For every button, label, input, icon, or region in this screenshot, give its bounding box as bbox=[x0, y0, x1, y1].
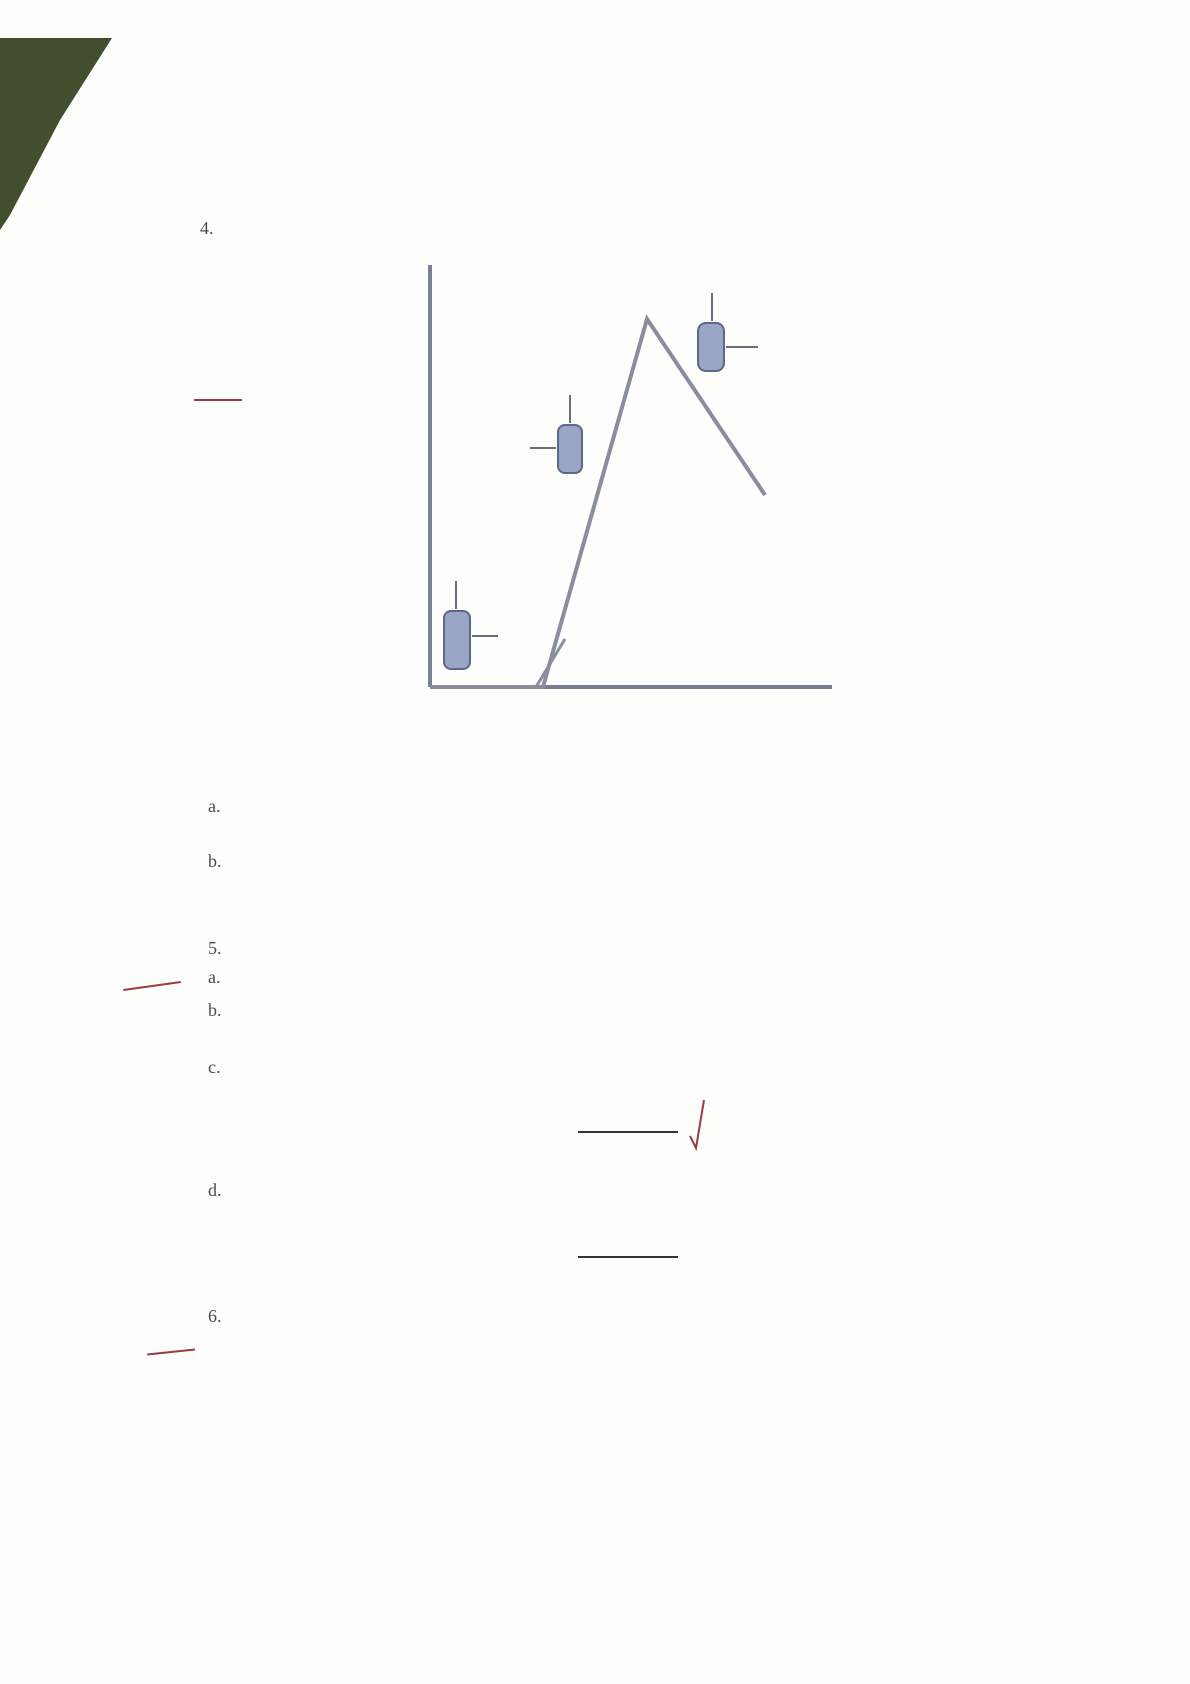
q5-part-b-letter: b. bbox=[208, 1000, 222, 1020]
marker-low bbox=[444, 611, 470, 669]
check-mark bbox=[684, 1096, 708, 1156]
question-4-number: 4. bbox=[200, 218, 214, 238]
equation-d bbox=[522, 1228, 692, 1290]
q5-part-c-letter: c. bbox=[208, 1057, 221, 1077]
q5-part-d-letter: d. bbox=[208, 1180, 222, 1200]
scan-corner-shadow bbox=[0, 0, 130, 240]
q5-part-a-letter: a. bbox=[208, 967, 221, 987]
marker-peak bbox=[698, 323, 724, 371]
profile-curve bbox=[430, 319, 765, 687]
figure-energy-profile bbox=[400, 255, 840, 715]
q4-part-b-letter: b. bbox=[208, 851, 222, 871]
question-5-number: 5. bbox=[208, 938, 222, 958]
equation-d-fraction-bar bbox=[578, 1256, 678, 1258]
step-line bbox=[536, 639, 565, 687]
equation-c-fraction-bar bbox=[578, 1131, 678, 1133]
grade-mark-q5 bbox=[112, 978, 192, 992]
question-6-number: 6. bbox=[208, 1306, 222, 1326]
grade-mark-q4 bbox=[183, 398, 253, 401]
equation-c bbox=[522, 1103, 692, 1165]
q4-part-a-letter: a. bbox=[208, 796, 221, 816]
marker-mid bbox=[558, 425, 582, 473]
grade-mark-q6 bbox=[136, 1346, 206, 1356]
